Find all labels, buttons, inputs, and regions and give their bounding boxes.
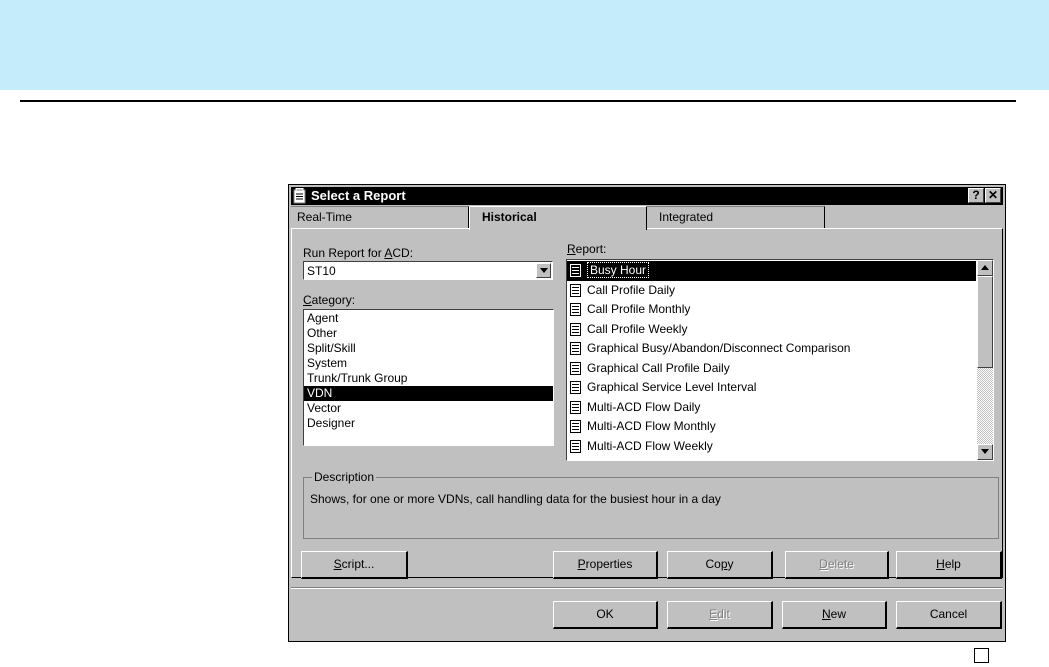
report-document-icon: [570, 303, 581, 316]
description-text: Shows, for one or more VDNs, call handling data for the busiest hour in a day: [310, 492, 721, 506]
category-item-system[interactable]: System: [307, 356, 348, 370]
tab-historical[interactable]: [469, 206, 647, 230]
report-item-label: Call Profile Daily: [587, 282, 676, 297]
report-document-icon: [570, 323, 581, 336]
arrow-up-icon: [981, 265, 989, 270]
report-item[interactable]: [567, 320, 976, 340]
report-list[interactable]: [566, 259, 994, 461]
tab-strip: [291, 206, 1003, 228]
report-item-label: Multi-ACD Flow Monthly: [587, 419, 716, 433]
ok-button[interactable]: OK: [553, 601, 658, 629]
report-document-icon: [293, 188, 307, 204]
tab-historical-label: Historical: [482, 210, 537, 224]
corner-checkbox: [974, 648, 989, 663]
copy-button[interactable]: Copy: [667, 551, 773, 579]
report-item-label: Call Profile Monthly: [587, 302, 691, 316]
report-item-label: Busy Hour: [587, 262, 649, 278]
tab-real-time[interactable]: [291, 206, 469, 228]
category-label: Category:: [303, 293, 356, 307]
category-item-vector[interactable]: Vector: [307, 401, 342, 415]
script-button[interactable]: Script...: [301, 551, 408, 579]
acd-dropdown[interactable]: [303, 261, 553, 280]
report-item-label: Graphical Call Profile Daily: [587, 360, 730, 375]
category-item-split-skill[interactable]: Split/Skill: [307, 341, 356, 355]
report-item-label: Multi-ACD Flow Weekly: [587, 438, 713, 453]
report-document-icon: [570, 342, 581, 355]
select-report-dialog: [288, 184, 1006, 642]
category-list[interactable]: [303, 309, 554, 446]
report-document-icon: [570, 401, 581, 414]
report-document-icon: [570, 362, 581, 375]
scroll-thumb[interactable]: [977, 276, 993, 368]
report-item[interactable]: [567, 261, 976, 281]
report-document-icon: [570, 440, 581, 453]
chevron-down-icon: [540, 268, 548, 273]
report-label: Report:: [567, 242, 607, 256]
report-item-label: Multi-ACD Flow Daily: [587, 399, 701, 414]
dialog-title: Select a Report: [311, 188, 406, 203]
category-item-vdn[interactable]: VDN: [304, 386, 553, 401]
category-item-agent[interactable]: Agent: [307, 311, 339, 325]
help-title-button[interactable]: ?: [968, 188, 984, 203]
report-document-icon: [570, 264, 581, 277]
arrow-down-icon: [981, 449, 989, 454]
header-rule: [20, 100, 1016, 102]
report-item-label: Graphical Service Level Interval: [587, 380, 757, 394]
report-item[interactable]: [567, 417, 976, 437]
close-button[interactable]: ✕: [985, 188, 1001, 203]
category-item-other[interactable]: Other: [307, 326, 338, 340]
acd-dropdown-button[interactable]: [536, 263, 551, 278]
report-item[interactable]: [567, 300, 976, 320]
delete-button[interactable]: Delete: [785, 551, 889, 579]
new-button[interactable]: New: [782, 601, 887, 629]
header-band: [0, 0, 1049, 90]
bottom-separator: [291, 587, 1003, 589]
tab-integrated[interactable]: [647, 206, 825, 228]
report-document-icon: [570, 381, 581, 394]
category-item-trunk-group[interactable]: Trunk/Trunk Group: [307, 371, 408, 385]
acd-label: Run Report for ACD:: [303, 246, 414, 260]
edit-button[interactable]: Edit: [667, 601, 773, 629]
report-document-icon: [570, 420, 581, 433]
description-group: [303, 470, 999, 539]
report-scrollbar[interactable]: [977, 260, 993, 460]
report-item-label: Call Profile Weekly: [587, 321, 688, 336]
report-item[interactable]: [567, 359, 976, 379]
scroll-down-button[interactable]: [977, 444, 993, 460]
acd-value: ST10: [307, 264, 336, 278]
cancel-button[interactable]: Cancel: [896, 601, 1002, 629]
report-item-label: Graphical Busy/Abandon/Disconnect Comparison: [587, 341, 851, 355]
scroll-up-button[interactable]: [977, 260, 993, 276]
report-item[interactable]: [567, 378, 976, 398]
report-item[interactable]: [567, 437, 976, 457]
title-bar[interactable]: [291, 187, 1003, 205]
report-item[interactable]: [567, 281, 976, 301]
tab-integrated-label: Integrated: [659, 210, 714, 224]
help-button[interactable]: Help: [896, 551, 1002, 579]
report-document-icon: [570, 284, 581, 297]
report-item[interactable]: [567, 339, 976, 359]
description-title: Description: [314, 470, 375, 484]
report-item[interactable]: [567, 398, 976, 418]
properties-button[interactable]: Properties: [553, 551, 658, 579]
tab-real-time-label: Real-Time: [297, 210, 352, 224]
category-item-designer[interactable]: Designer: [307, 416, 356, 430]
